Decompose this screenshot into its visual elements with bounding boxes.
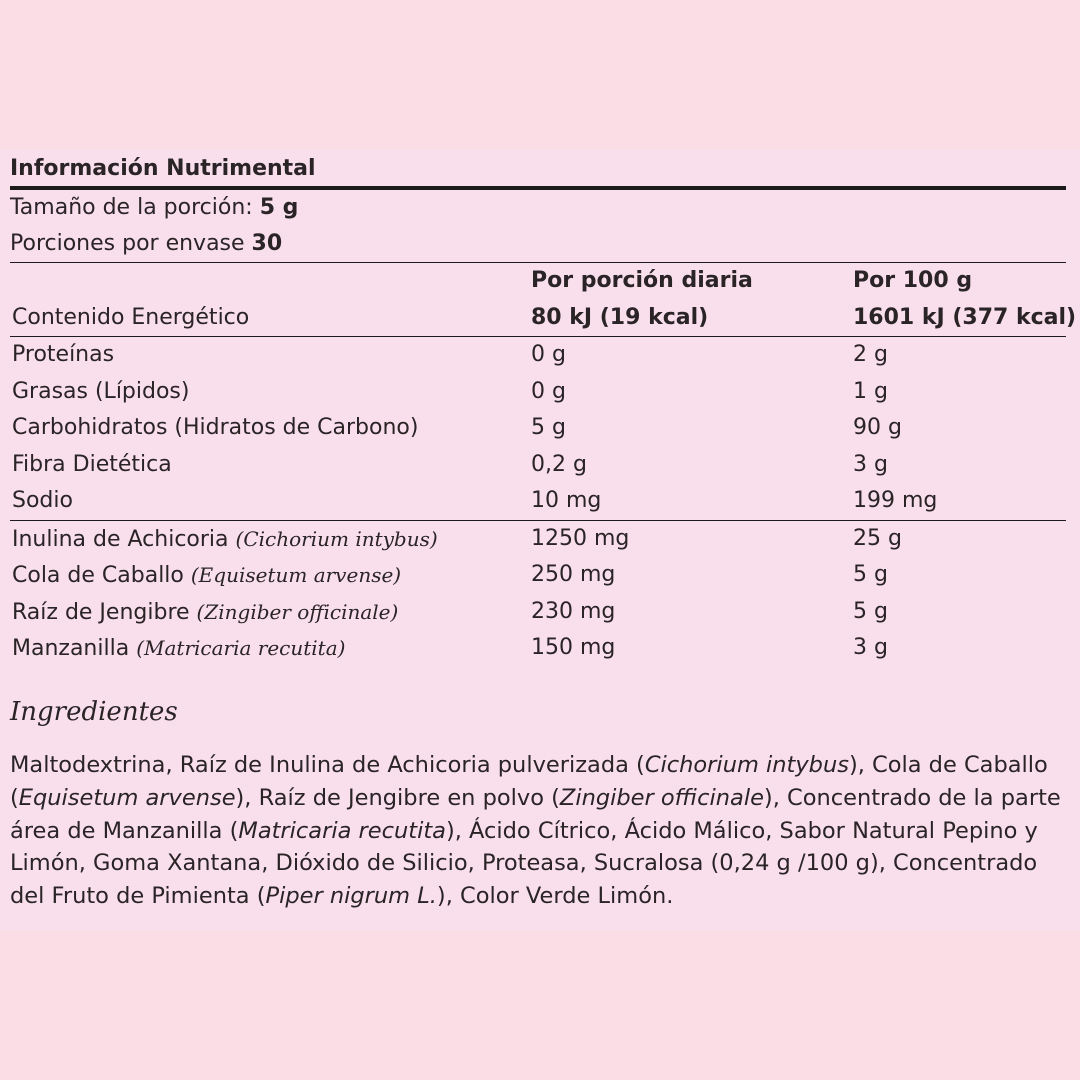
serving-size-value: 5 g [259, 195, 299, 220]
nutrition-facts-table [10, 150, 1077, 667]
ingredient-scientific-name: Matricaria recutita [238, 817, 446, 844]
nutrient-per-serving: 0 g [531, 342, 566, 367]
botanical-per-serving: 250 mg [531, 562, 616, 587]
nutrient-per-serving: 0,2 g [531, 451, 587, 477]
nutrient-row [10, 447, 1066, 484]
energy-row [10, 300, 1077, 338]
nutrient-per-serving: 10 mg [531, 488, 602, 513]
botanical-label: Cola de Caballo [12, 563, 184, 588]
botanical-row [10, 521, 1066, 558]
botanical-label: Inulina de Achicoria [12, 526, 229, 552]
ingredient-scientific-name: Zingiber officinale [559, 784, 764, 811]
botanical-name [12, 594, 398, 632]
column-header-row [10, 263, 1066, 300]
nutrient-per-100g: 90 g [853, 415, 902, 440]
nutrient-label: Fibra Dietética [12, 451, 172, 477]
ingredients-text [10, 749, 1068, 913]
nutrient-per-100g: 3 g [853, 451, 888, 477]
botanical-name [12, 630, 345, 668]
botanical-per-100g: 5 g [853, 598, 888, 624]
botanical-row [10, 630, 1066, 667]
nutrient-row [10, 374, 1066, 411]
botanical-per-serving: 150 mg [531, 635, 616, 660]
botanical-per-serving: 1250 mg [531, 525, 630, 551]
ingredient-text: ), Color Verde Limón. [436, 883, 674, 910]
ingredient-scientific-name: Equisetum arvense [18, 784, 236, 811]
botanical-rows [10, 521, 1066, 667]
nutrient-rows [10, 337, 1066, 521]
col-header-per-100g: Por 100 g [853, 268, 973, 293]
botanical-scientific-name: (Zingiber officinale) [196, 599, 399, 624]
energy-label: Contenido Energético [12, 304, 250, 330]
ingredient-text: ), Raíz de Jengibre en polvo ( [235, 784, 560, 811]
botanical-per-100g: 3 g [853, 635, 888, 660]
nutrient-label: Carbohidratos (Hidratos de Carbono) [12, 415, 419, 440]
servings-label: Porciones por envase [10, 231, 245, 256]
serving-size-label: Tamaño de la porción: [10, 195, 253, 220]
energy-per-100g: 1601 kJ (377 kcal) [853, 304, 1077, 330]
serving-size-line [10, 190, 1066, 226]
botanical-scientific-name: (Equisetum arvense) [190, 563, 402, 587]
botanical-scientific-name: (Matricaria recutita) [136, 636, 346, 660]
botanical-row [10, 557, 1066, 594]
nutrient-per-serving: 5 g [531, 415, 566, 440]
nutrition-title: Información Nutrimental [10, 150, 1066, 190]
botanical-name [12, 521, 438, 559]
ingredient-text: Maltodextrina, Raíz de Inulina de Achicoria pulverizada ( [10, 752, 645, 778]
ingredient-scientific-name: Piper nigrum L. [265, 883, 437, 910]
nutrient-label: Grasas (Lípidos) [12, 378, 190, 404]
ingredient-text: ), Cola de Caballo ( [10, 752, 1048, 811]
ingredient-text: ), Ácido Cítrico, Ácido Málico, Sabor Natural Pepino y Limón, Goma Xantana, Dióxido de Silicio, Proteasa, Sucralosa (0,24 g /100 g), Concentrado del Fruto de Pimienta ( [10, 817, 1038, 910]
ingredient-scientific-name: Cichorium intybus [644, 752, 849, 778]
botanical-per-100g: 5 g [853, 562, 888, 587]
ingredients-title: Ingredientes [10, 697, 178, 727]
botanical-per-serving: 230 mg [531, 598, 616, 624]
col-header-per-serving: Por porción diaria [531, 268, 753, 293]
nutrient-per-100g: 199 mg [853, 488, 938, 513]
nutrient-row [10, 410, 1066, 447]
botanical-per-100g: 25 g [853, 525, 902, 551]
nutrient-label: Sodio [12, 488, 73, 513]
botanical-row [10, 594, 1066, 631]
energy-per-serving: 80 kJ (19 kcal) [531, 304, 709, 330]
botanical-scientific-name: (Cichorium intybus) [235, 526, 438, 551]
botanical-label: Raíz de Jengibre [12, 599, 190, 625]
nutrient-per-100g: 1 g [853, 378, 888, 404]
nutrient-row [10, 483, 1066, 520]
nutrient-per-serving: 0 g [531, 378, 566, 404]
ingredient-text: ), Concentrado de la parte área de Manzanilla ( [10, 784, 1061, 844]
nutrient-row [10, 337, 1066, 374]
botanical-name [12, 557, 401, 595]
servings-value: 30 [251, 231, 283, 256]
nutrient-per-100g: 2 g [853, 342, 888, 367]
nutrient-label: Proteínas [12, 342, 115, 367]
botanical-label: Manzanilla [12, 636, 130, 661]
servings-line [10, 226, 1066, 263]
